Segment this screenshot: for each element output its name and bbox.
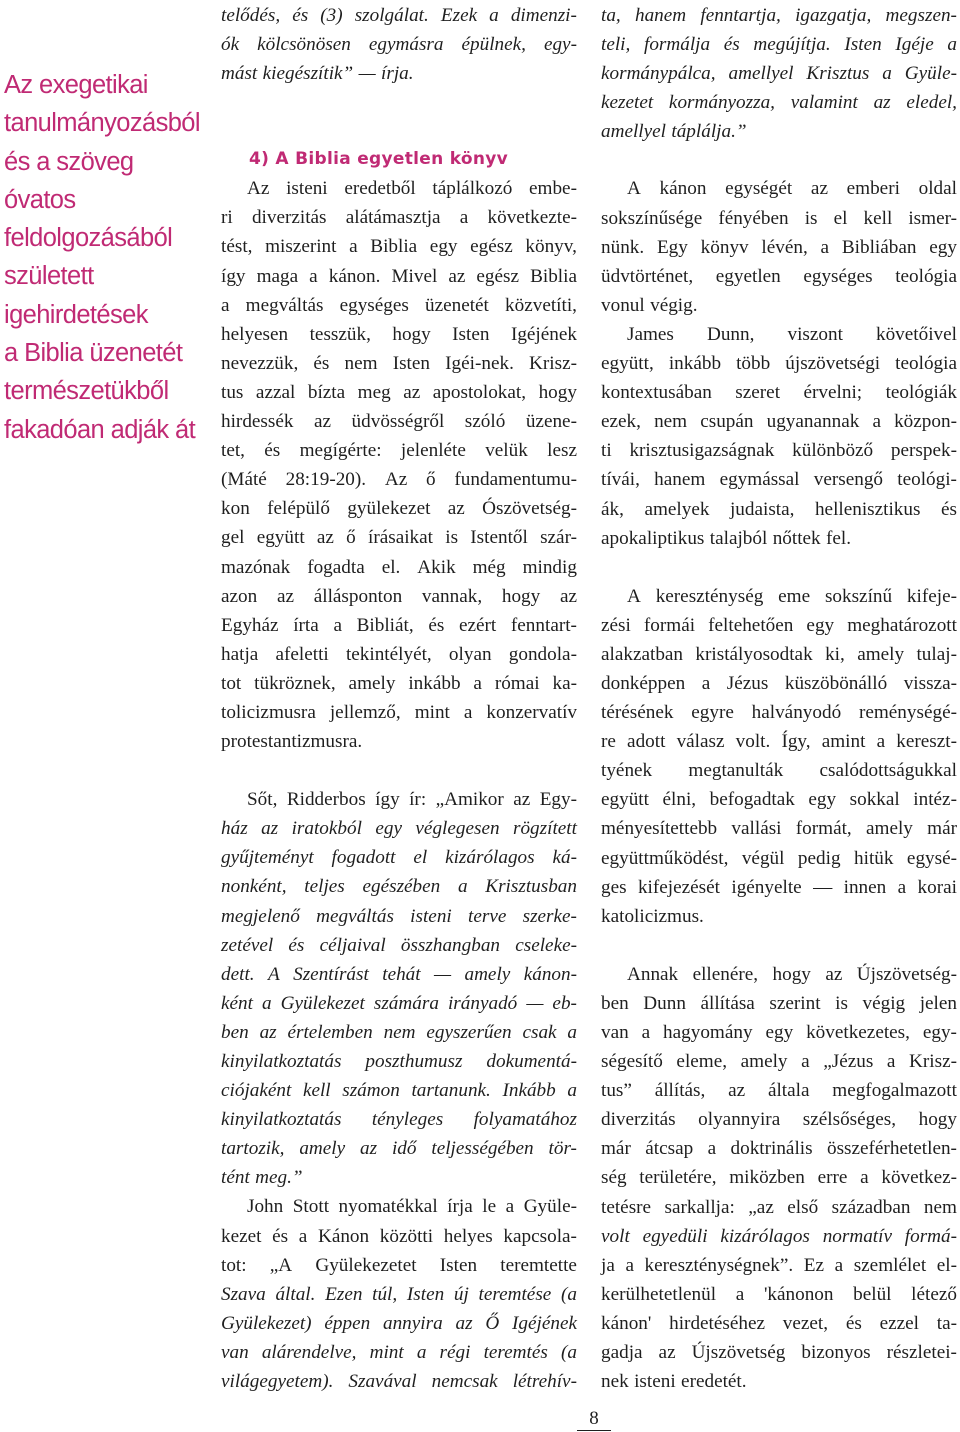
text-line: vonul végig. [601,294,698,316]
text-line: a megváltás egységes üzenetét közvetíti, [221,294,577,316]
text-line: tot: „A Gyülekezetet Isten teremtette [221,1254,577,1276]
text-line: re adott válasz volt. Így, amint a kereszt- [601,731,957,753]
text-line: tést, miszerint a Biblia egy egész könyv, [221,236,577,258]
text-line: donképpen a Jézus küszöbönálló vissza- [601,672,957,694]
pull-quote-line: és a szöveg [4,147,134,176]
text-line: ók kölcsönösen egymásra épülnek, egy- [221,34,577,56]
text-line: mazónak fogadta el. Akik még mindig [221,556,577,578]
text-line: apokaliptikus talajból nőttek fel. [601,527,852,549]
text-line: világegyetem). Szavával nemcsak létrehív- [221,1371,577,1393]
text-line: helyesen tesszük, hogy Isten Igéjének [221,323,577,345]
text-line: kezet és a Kánon közötti helyes kapcsola- [221,1225,577,1247]
text-line: így maga a kánon. Mivel az egész Biblia [221,265,577,287]
pull-quote-line: feldolgozásából [4,224,173,253]
text-line: Annak ellenére, hogy az Újszövetség- [627,963,957,985]
right-column [601,1,957,1396]
middle-column [221,1,577,1396]
text-line: (Máté 28:19-20). Az ő fundamentumu- [221,469,577,491]
text-line: nek isteni eredetét. [601,1371,747,1393]
pull-quote-line: óvatos [4,185,76,214]
text-line: együtt, inkább több újszövetségi teológia [601,353,957,375]
text-line: Az isteni eredetből táplálkozó embe- [247,178,577,200]
text-line: ben Dunn állítása szerint is végig jelen [601,992,957,1014]
text-line: tívái, hanem egymással versengő teológi- [601,469,957,491]
text-line: tetésre sarkallja: „az első században nem [601,1196,957,1218]
text-line: ciójaként kell számon tartanunk. Inkább a [221,1080,577,1102]
text-line: együttműködést, végül pedig hitük egysé- [601,847,957,869]
text-line: ház az iratokból egy véglegesen rögzített [221,818,577,840]
text-line: kerülhetetlenül a 'kánonon belül létező [601,1283,957,1305]
text-line: Gyülekezet) éppen annyira az Ő Igéjének [221,1312,577,1334]
text-line: kinyilatkoztatás poszthumusz dokumentá- [221,1051,577,1072]
text-line: azon az állásponton vannak, hogy az [221,585,577,607]
text-line: dett. A Szentírást tehát — amely kánon- [221,963,577,985]
section-heading: 4) A Biblia egyetlen könyv [249,149,508,170]
text-line: ák, amelyek judaista, hellenisztikus és [601,498,957,520]
text-line: alakzatban kristályosodtak ki, amely tulaj- [601,643,957,665]
text-line: volt egyedüli kizárólagos normatív formá- [601,1225,957,1247]
text-line: mást kiegészítik” — írja. [221,63,414,85]
text-line: megjelenő megváltás isteni terve szerke- [221,905,577,927]
text-line: nonként, teljes egészében a Krisztusban [221,876,577,898]
intro-paragraph [221,1,577,88]
text-line: teli, formálja és megújítja. Isten Igéje a [601,34,957,56]
text-line: ség területére, miközben erre a következ- [601,1167,957,1189]
text-line: gyűjteményt fogadott el kizárólagos ká- [221,847,577,869]
text-line: kinyilatkoztatás tényleges folyamatához [221,1109,577,1131]
text-line: üdvtörténet, egyetlen egységes teológia [601,265,957,287]
text-line: John Stott nyomatékkal írja le a Gyüle- [247,1196,577,1218]
text-line: kon felépülő gyülekezet az Ószövetség- [221,498,577,520]
pull-quote-line: fakadóan adják át [4,415,196,444]
text-line: nünk. Egy könyv lévén, a Bibliában egy [601,236,957,258]
pull-quote-line: természetükből [4,377,169,406]
text-line: A kánon egységét az emberi oldal [627,178,957,200]
stott-paragraph [221,1192,577,1396]
text-line: már átcsap a doktrinális összeférhetetlen- [601,1138,957,1160]
canon-paragraph [601,174,957,319]
text-line: hirdessék az üdvösségről szóló üzene- [221,411,577,433]
text-line: sokszínűsége fényében is el kell ismer- [601,207,957,229]
text-line: diverzitás olyannyira szélsőséges, hogy [601,1109,957,1131]
text-line: nevezzük, és nem Isten Igéi-nek. Krisz- [221,352,577,374]
text-line: protestantizmusra. [221,731,363,753]
annak-paragraph [601,960,957,1396]
text-line: ként a Gyülekezet számára irányadó — eb- [221,992,577,1014]
dunn-paragraph [601,320,957,553]
pull-quote-line: igehirdetések [4,300,148,329]
text-line: kezetet kormányozza, valamint az eledel, [601,92,957,114]
text-line: van alárendelve, mint a régi teremtés (a [221,1341,577,1363]
pull-quote-line: a Biblia üzenetét [4,339,183,368]
text-line: ben az értelemben nem egyszerűen csak a [221,1021,577,1043]
text-line: ségesítő eleme, amely a „Jézus a Krisz- [601,1051,957,1073]
text-line: Sőt, Ridderbos így ír: „Amikor az Egy- [247,789,577,811]
text-line: kormánypálca, amellyel Krisztus a Gyüle- [601,63,957,85]
text-line: Szava által. Ezen túl, Isten új teremtése (a [221,1283,577,1305]
text-line: ja a kereszténységnek”. Ez a szemlélet el- [601,1254,957,1276]
christianity-paragraph [601,582,957,931]
text-line: katolicizmus. [601,905,704,927]
text-line: tot tükröznek, amely inkább a római ka- [221,672,577,694]
ridderbos-paragraph [221,785,577,1192]
text-line: tus azzal bízta meg az apostolokat, hogy [221,381,577,403]
pull-quote [4,66,200,449]
text-line: zetével és céljaival összhangban cseleke- [221,934,577,956]
continuation-paragraph [601,1,957,146]
pull-quote-line: született [4,262,94,291]
text-line: ti krisztusigazságnak különböző perspek- [601,440,957,462]
text-line: tet, és megígérte: jelenléte velük lesz [221,440,577,462]
text-line: tolicizmusra jellemző, mint a konzervatív [221,701,577,723]
pull-quote-line: tanulmányozásból [4,109,200,138]
text-line: James Dunn, viszont követőivel [627,323,957,345]
section-paragraph [221,174,577,756]
text-line: tyének megtanulták csalódottságukkal [601,760,957,782]
text-line: hatja afeletti tekintélyét, olyan gondola- [221,643,577,665]
text-line: telődés, és (3) szolgálat. Ezek a dimenzi- [221,5,577,26]
page-number: 8 [577,1408,611,1431]
text-line: zési formái feltehetően egy meghatározott [601,614,957,636]
text-line: kontextusában szeret érvelni; teológiák [601,382,957,404]
text-line: tént meg.” [221,1167,303,1189]
text-line: tartozik, amely az idő teljességében tör- [221,1138,577,1160]
text-line: A kereszténység eme sokszínű kifeje- [627,585,957,607]
text-line: ges kifejezését igényelte — innen a korai [601,876,957,898]
text-line: ri diverzitás alátámasztja a következte- [221,207,577,229]
pull-quote-line: Az exegetikai [4,71,148,99]
text-line: ta, hanem fenntartja, igazgatja, megszen- [601,5,957,26]
text-line: térésének egyre halványodó reménységé- [601,702,957,724]
text-line: tus” állítás, az általa megfogalmazott [601,1080,957,1102]
text-line: ményesítettebb vallási formát, amely már [601,818,957,840]
text-line: együtt élni, befogadtak egy sokkal intéz- [601,789,957,811]
text-line: Egyház írta a Bibliát, és ezért fenntart- [221,614,577,636]
text-line: kánon' hirdetéséhez vezet, és ezzel ta- [601,1312,957,1334]
text-line: amellyel táplálja.” [601,121,747,143]
text-line: gel együtt az ő írásaikat is Istentől szár- [221,527,577,549]
text-line: van a hagyomány egy következetes, egy- [601,1022,957,1043]
text-line: gadja az Újszövetség bizonyos részletei- [601,1342,957,1364]
text-line: ezek, nem csupán ugyanannak a közpon- [601,411,957,433]
